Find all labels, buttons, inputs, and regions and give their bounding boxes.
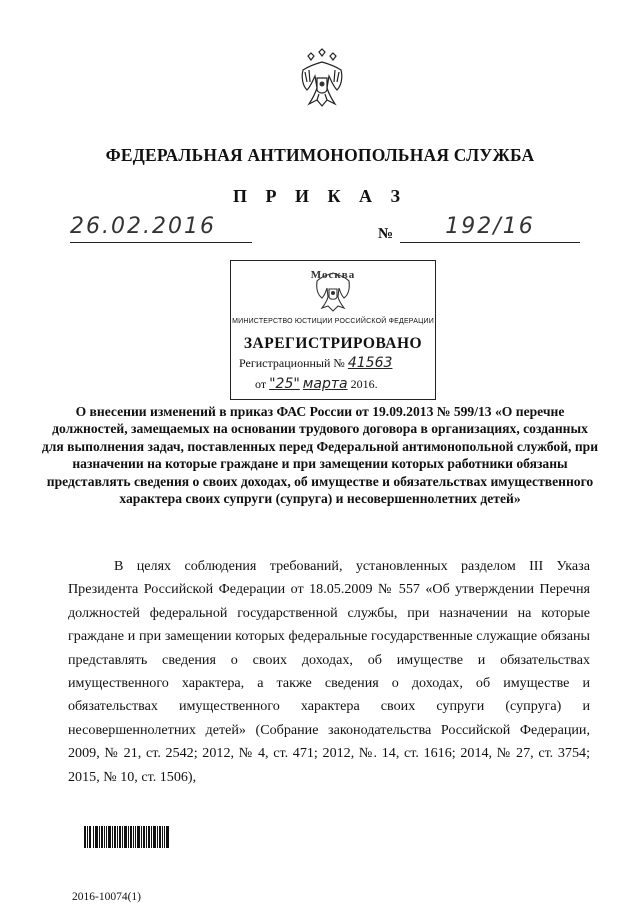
coat-of-arms-icon xyxy=(297,48,347,110)
stamp-ministry: МИНИСТЕРСТВО ЮСТИЦИИ РОССИЙСКОЙ ФЕДЕРАЦИИ xyxy=(232,318,434,325)
order-subject: О внесении изменений в приказ ФАС России от 19.09.2013 № 599/13 «О перечне должностей, замещаемых на основании трудового договора в организациях, созданных для выполнения задач, поставленных перед Федеральной антимонопольной службой, при назначении на которые граждане и при замещении которых работники обязаны представлять сведения о своих доходах, об имуществе и обязательствах имущественного характера своих супруги (супруга) и несовершеннолетних детей» xyxy=(41,404,599,507)
stamp-date-row xyxy=(255,376,378,392)
registration-stamp xyxy=(230,260,436,400)
order-number-label: № xyxy=(378,226,394,242)
order-date-line xyxy=(70,214,252,243)
order-body xyxy=(68,555,590,789)
stamp-date-label: от xyxy=(255,377,267,391)
stamp-date-year: 2016. xyxy=(350,377,378,391)
stamp-registered: ЗАРЕГИСТРИРОВАНО xyxy=(243,335,423,352)
stamp-date-month: марта xyxy=(302,376,348,392)
stamp-reg-number: 41563 xyxy=(347,355,393,371)
stamp-date-day: "25" xyxy=(269,376,300,392)
barcode-icon xyxy=(84,826,170,848)
body-paragraph: В целях соблюдения требований, установленных разделом III Указа Президента Российской Федерации от 18.05.2009 № 557 «Об утверждении Перечня должностей федеральной государственной службы, при назначении на которые граждане и при замещении которых федеральные государственные служащие обязаны представлять сведения о своих доходах, об имуществе и обязательствах имущественного характера, а также сведения о доходах, об имуществе и обязательствах имущественного характера своих супруги (супруга) и несовершеннолетних детей» (Собрание законодательства Российской Федерации, 2009, № 21, ст. 2542; 2012, № 4, ст. 471; 2012, №. 14, ст. 1616; 2014, № 27, ст. 3754; 2015, № 10, ст. 1506), xyxy=(68,558,590,785)
order-date-handwritten: 26.02.2016 xyxy=(70,214,216,239)
document-code: 2016-10074(1) xyxy=(72,891,141,903)
order-number-handwritten: 192/16 xyxy=(445,214,535,239)
stamp-reg-row xyxy=(239,355,392,371)
stamp-city: Москва xyxy=(310,269,356,281)
stamp-reg-label: Регистрационный № xyxy=(239,356,345,370)
order-title: П Р И К А З xyxy=(232,186,408,206)
order-number-line xyxy=(400,214,580,243)
agency-title: ФЕДЕРАЛЬНАЯ АНТИМОНОПОЛЬНАЯ СЛУЖБА xyxy=(105,145,535,165)
